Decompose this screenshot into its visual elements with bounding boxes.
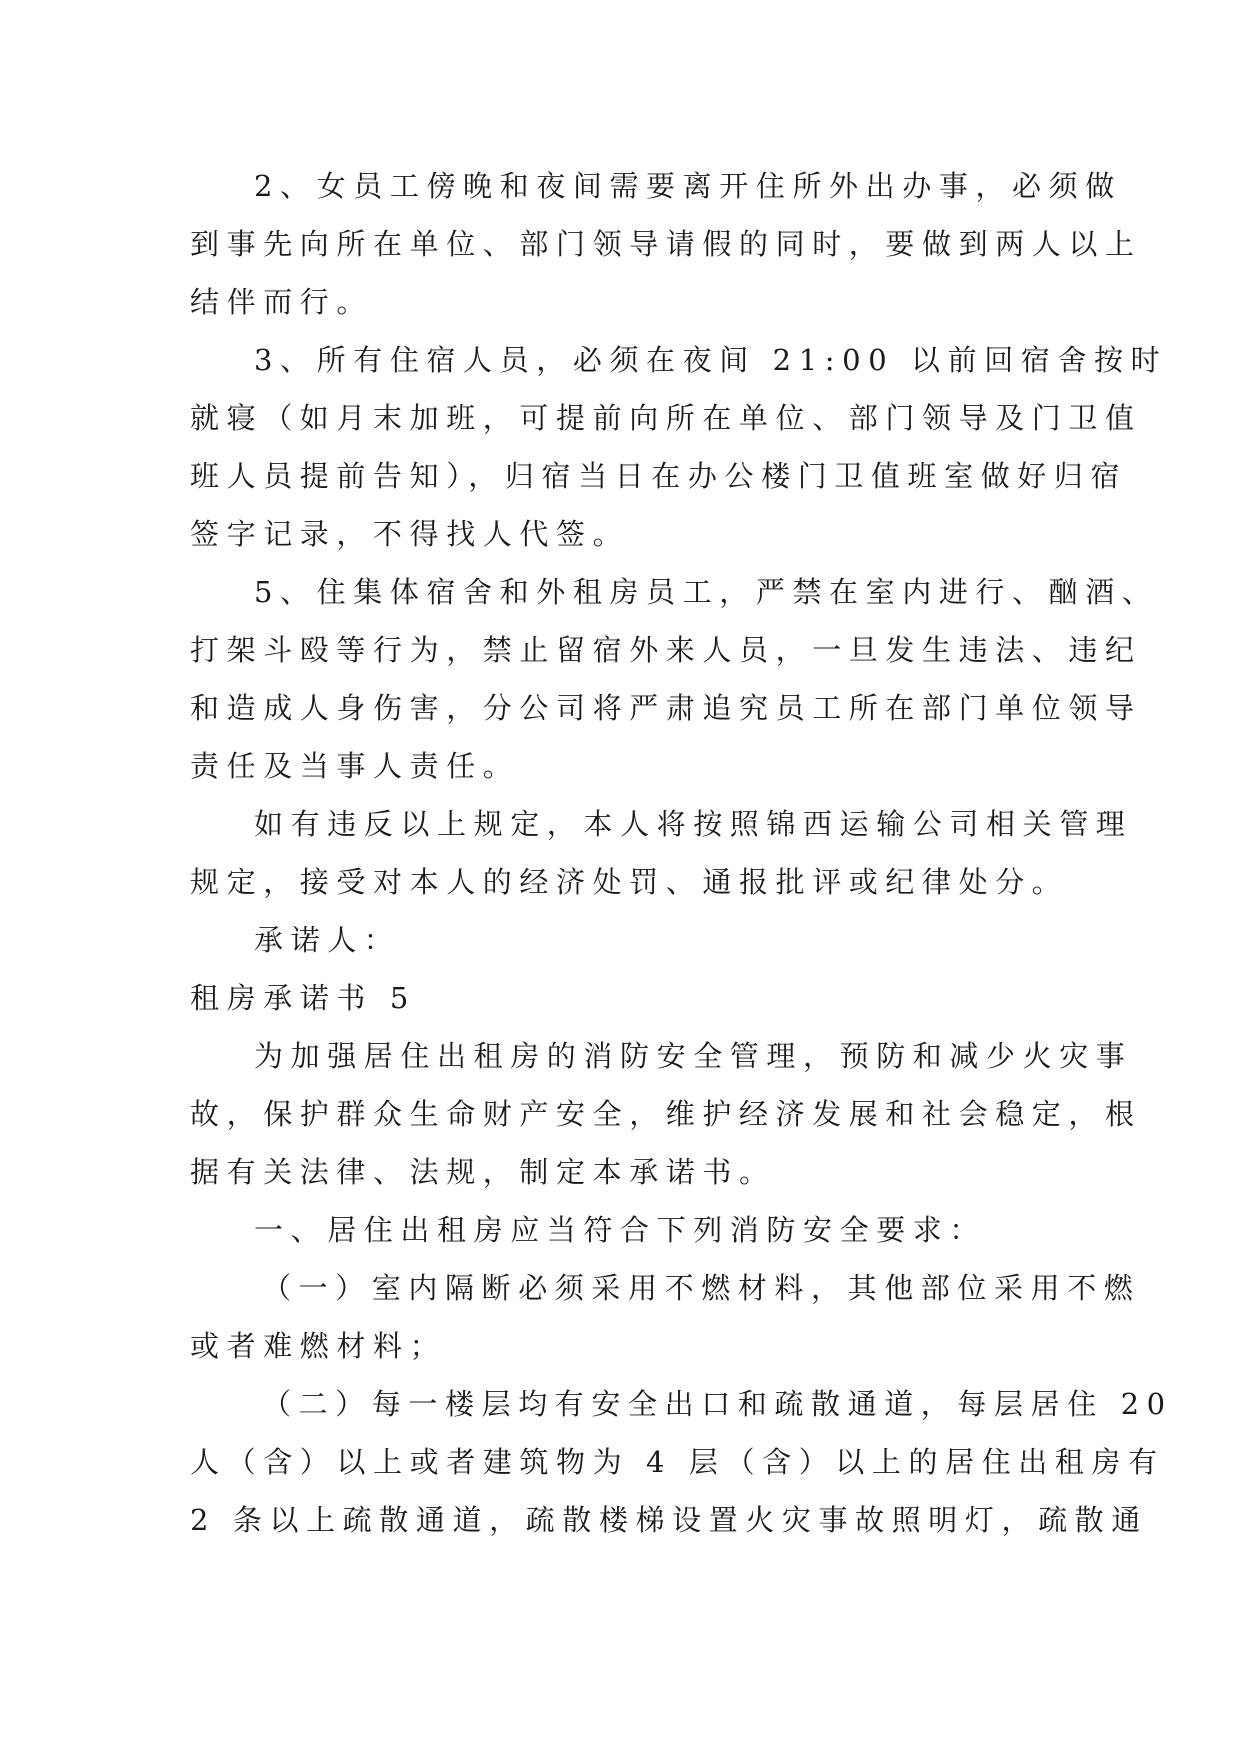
paragraph-2-line-3: 结伴而行。 [190, 285, 374, 319]
intro-line-2: 故，保护群众生命财产安全，维护经济发展和社会稳定，根 [190, 1097, 1142, 1131]
requirement-2-line-2: 人（含）以上或者建筑物为 4 层（含）以上的居住出租房有 [190, 1445, 1165, 1479]
requirement-1-line-2: 或者难燃材料； [190, 1329, 447, 1363]
violation-clause-line-2: 规定，接受对本人的经济处罚、通报批评或纪律处分。 [190, 865, 1069, 899]
paragraph-5-line-4: 责任及当事人责任。 [190, 749, 520, 783]
paragraph-5-line-1: 5、住集体宿舍和外租房员工，严禁在室内进行、酗酒、 [254, 575, 1159, 609]
paragraph-3-line-2: 就寝（如月末加班，可提前向所在单位、部门领导及门卫值 [190, 401, 1142, 435]
intro-line-1: 为加强居住出租房的消防安全管理，预防和减少火灾事 [254, 1039, 1133, 1073]
requirement-1-line-1: （一）室内隔断必须采用不燃材料，其他部位采用不燃 [262, 1271, 1141, 1305]
paragraph-2-line-2: 到事先向所在单位、部门领导请假的同时，要做到两人以上 [190, 227, 1142, 261]
paragraph-5-line-3: 和造成人身伤害，分公司将严肃追究员工所在部门单位领导 [190, 691, 1142, 725]
paragraph-3-line-1: 3、所有住宿人员，必须在夜间 21:00 以前回宿舍按时 [254, 343, 1168, 377]
violation-clause-line-1: 如有违反以上规定，本人将按照锦西运输公司相关管理 [254, 807, 1133, 841]
requirement-2-line-3: 2 条以上疏散通道，疏散楼梯设置火灾事故照明灯，疏散通 [190, 1503, 1148, 1537]
section-heading: 租房承诺书 5 [190, 981, 416, 1015]
requirements-heading: 一、居住出租房应当符合下列消防安全要求： [254, 1213, 987, 1247]
paragraph-3-line-4: 签字记录，不得找人代签。 [190, 517, 630, 551]
paragraph-5-line-2: 打架斗殴等行为，禁止留宿外来人员，一旦发生违法、违纪 [190, 633, 1142, 667]
paragraph-2-line-1: 2、女员工傍晚和夜间需要离开住所外出办事，必须做 [254, 169, 1122, 203]
requirement-2-line-1: （二）每一楼层均有安全出口和疏散通道，每层居住 20 [262, 1387, 1173, 1421]
promisor-label: 承诺人： [254, 923, 401, 957]
paragraph-3-line-3: 班人员提前告知），归宿当日在办公楼门卫值班室做好归宿 [190, 459, 1128, 493]
intro-line-3: 据有关法律、法规，制定本承诺书。 [190, 1155, 776, 1189]
